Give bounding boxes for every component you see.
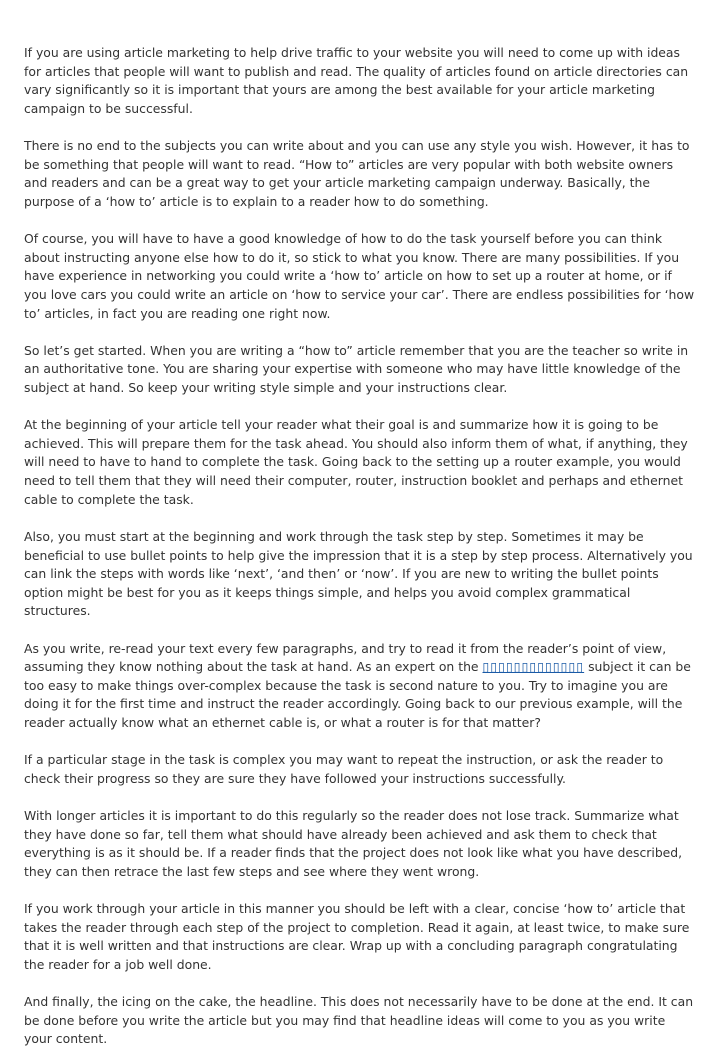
paragraph-11: And finally, the icing on the cake, the headline. This does not necessarily have to be done at the end. It can be done before you write the article but you may find that headline ideas will come to you as you write your content.: [24, 994, 694, 1047]
inline-link[interactable]: ▯▯▯▯▯▯▯▯▯▯▯▯▯: [482, 659, 585, 675]
paragraph-7: [24, 640, 696, 733]
paragraph-2: There is no end to the subjects you can write about and you can use any style you wish. However, it has to be something that people will want to read. “How to” articles are very popular with both website owners and readers and can be a great way to get your article marketing campaign underway. Basically, the purpose of a ‘how to’ article is to explain to a reader how to do something.: [24, 138, 690, 209]
paragraph-7-text-after: subject it can be too easy to make things over-complex because the task is second nature to you. Try to imagine you are doing it for the first time and instruct the reader accordingly. Going back to our previous example, will the reader actually know what an ethernet cable is, or what a router is for that matter?: [24, 659, 691, 730]
paragraph-1: If you are using article marketing to help drive traffic to your website you will need to come up with ideas for articles that people will want to publish and read. The quality of articles found on article directories can vary significantly so it is important that yours are among the best available for your article marketing campaign to be successful.: [24, 45, 689, 116]
paragraph-7-text-before: As you write, re-read your text every few paragraphs, and try to read it from the reader’s point of view, assuming they know nothing about the task at hand. As an expert on the: [24, 640, 667, 675]
paragraph-9: With longer articles it is important to do this regularly so the reader does not lose track. Summarize what they have done so far, tell them what should have already been achieved and ask them to check that everything is as it should be. If a reader finds that the project does not look like what you have described, they can then retrace the last few steps and see where they went wrong.: [24, 808, 683, 879]
paragraph-10: If you work through your article in this manner you should be left with a clear, concise ‘how to’ article that takes the reader through each step of the project to completion. Read it again, at least twice, to make sure that it is well written and that instructions are clear. Wrap up with a concluding paragraph congratulating the reader for a job well done.: [24, 901, 690, 972]
article-body: [24, 44, 696, 1049]
paragraph-6: Also, you must start at the beginning and work through the task step by step. Sometimes it may be beneficial to use bullet points to help give the impression that it is a step by step process. Alternatively you can link the steps with words like ‘next’, ‘and then’ or ‘now’. If you are new to writing the bullet points option might be best for you as it keeps things simple, and helps you avoid complex grammatical structures.: [24, 528, 693, 619]
paragraph-5: At the beginning of your article tell your reader what their goal is and summarize how it is going to be achieved. This will prepare them for the task ahead. You should also inform them of what, if anything, they will need to have to hand to complete the task. Going back to the setting up a router example, you would need to tell them that they will need their computer, router, instruction booklet and perhaps and ethernet cable to complete the task.: [24, 417, 688, 507]
paragraph-3: Of course, you will have to have a good knowledge of how to do the task yourself before you can think about instructing anyone else how to do it, so stick to what you know. There are many possibilities. If you have experience in networking you could write a ‘how to’ article on how to set up a router at home, or if you love cars you could write an article on ‘how to service your car’. There are endless possibilities for ‘how to’ articles, in fact you are reading one right now.: [24, 231, 695, 321]
paragraph-8: If a particular stage in the task is complex you may want to repeat the instruction, or ask the reader to check their progress so they are sure they have followed your instructions successfully.: [24, 752, 664, 786]
paragraph-4: So let’s get started. When you are writing a “how to” article remember that you are the teacher so write in an authoritative tone. You are sharing your expertise with someone who may have little knowledge of the subject at hand. So keep your writing style simple and your instructions clear.: [24, 342, 689, 395]
